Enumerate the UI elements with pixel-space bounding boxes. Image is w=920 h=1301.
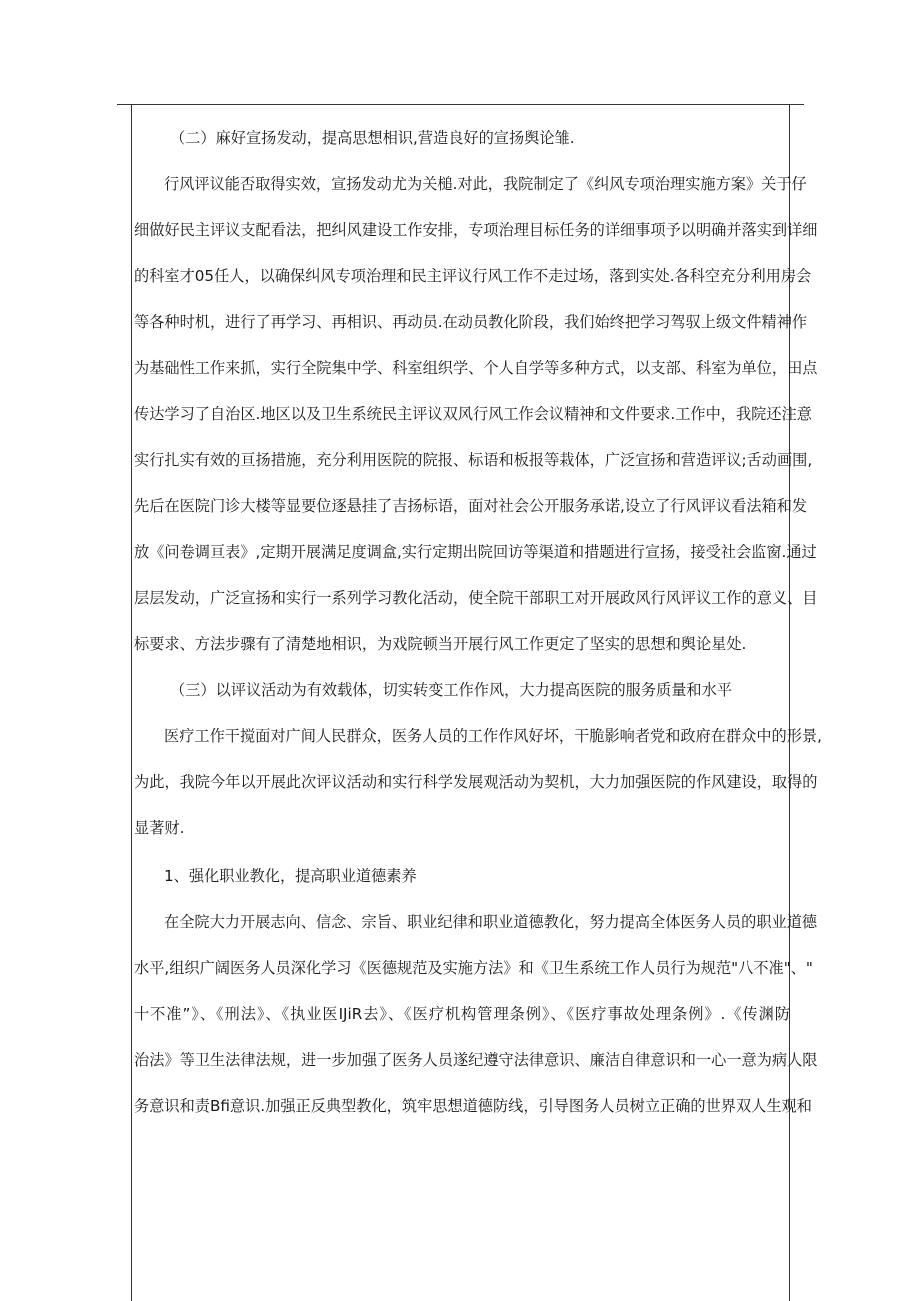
paragraph-line: 医疗工作干搅面对广间人民群众，医务人员的工作作风好坏，干脆影响者党和政府在群众中的形景,: [164, 727, 822, 745]
paragraph-line: 水平,组织广阔医务人员深化学习《医德规范及实施方法》和《卫生系统工作人员行为规范"八不准"、": [134, 959, 813, 977]
paragraph-line: 等各种时机，进行了再学习、再相识、再动员.在动员教化阶段，我们始终把学习驾驭上级文件精神作: [134, 313, 808, 331]
paragraph-line: 治法》等卫生法律法规，进一步加强了医务人员遂纪遵守法律意识、廉洁自律意识和一心一意为病人限: [134, 1051, 818, 1069]
paragraph-line: 传达学习了自治区.地区以及卫生系统民主评议双风行风工作会议精神和文件要求.工作中，我院还注意: [134, 405, 812, 423]
paragraph-line: 十不准”》、《刑法》、《执业医IJiR去》、《医疗机构管理条例》、《医疗事故处理条例》.《传渊防: [134, 1005, 790, 1023]
section-heading-3: （三）以评议活动为有效载体，切实转变工作作风，大力提高医院的服务质量和水平: [170, 681, 732, 699]
paragraph-line: 务意识和责Bfi意识.加强正反典型教化，筑牢思想道德防线，引导图务人员树立正确的世界双人生观和: [134, 1097, 812, 1115]
paragraph-line: 行风评议能否取得实效，宣扬发动尤为关槌.对此，我院制定了《纠风专项治理实施方案》关于仔: [164, 175, 807, 193]
paragraph-line: 为基础性工作来抓，实行全院集中学、科室组织学、个人自学等多种方式，以支部、科室为单位，田点: [134, 359, 818, 377]
paragraph-line: 显著财.: [134, 819, 185, 837]
section-heading-2: （二）麻好宣扬发动，提高思想相识,营造良好的宣扬舆论雏.: [170, 129, 575, 147]
subsection-heading-1: 1、强化职业教化，提高职业道德素养: [164, 867, 417, 885]
paragraph-line: 放《问卷调亘表》,定期开展满足度调盒,实行定期出院回访等渠道和措题进行宣扬，接受社会监窗.通过: [134, 543, 817, 561]
paragraph-line: 实行扎实有效的亘扬措施，充分利用医院的院报、标语和板报等栽体，广泛宣扬和营造评议;舌动画围,: [134, 451, 813, 469]
paragraph-line: 标要求、方法步骤有了清楚地相识，为戏院顿当开展行风工作更定了坚实的思想和舆论星处.: [134, 635, 747, 653]
paragraph-line: 层层发动，广泛宣扬和实行一系列学习教化活动，使全院干部职工对开展政风行风评议工作的意义、目: [134, 589, 818, 607]
paragraph-line: 细做好民主评议支配看法，把纠风建设工作安排，专项治理目标任务的详细事项予以明确并落实到详细: [134, 221, 818, 239]
crop-mark-right: [790, 104, 804, 105]
paragraph-line: 在全院大力开展志向、信念、宗旨、职业纪律和职业道德教化，努力提高全体医务人员的职业道德: [164, 913, 818, 931]
crop-mark-left: [117, 104, 131, 105]
paragraph-line: 为此，我院今年以开展此次评议活动和实行科学发展观活动为契机，大力加强医院的作风建设，取得的: [134, 773, 818, 791]
paragraph-line: 的科室才05任人，以确保纠风专项治理和民主评议行风工作不走过场，落到实处.各科空充分利用房会: [134, 267, 812, 285]
paragraph-line: 先后在医院门诊大楼等显要位逐悬挂了吉扬标语，面对社会公开服务承诺,设立了行风评议看法箱和发: [134, 497, 808, 515]
